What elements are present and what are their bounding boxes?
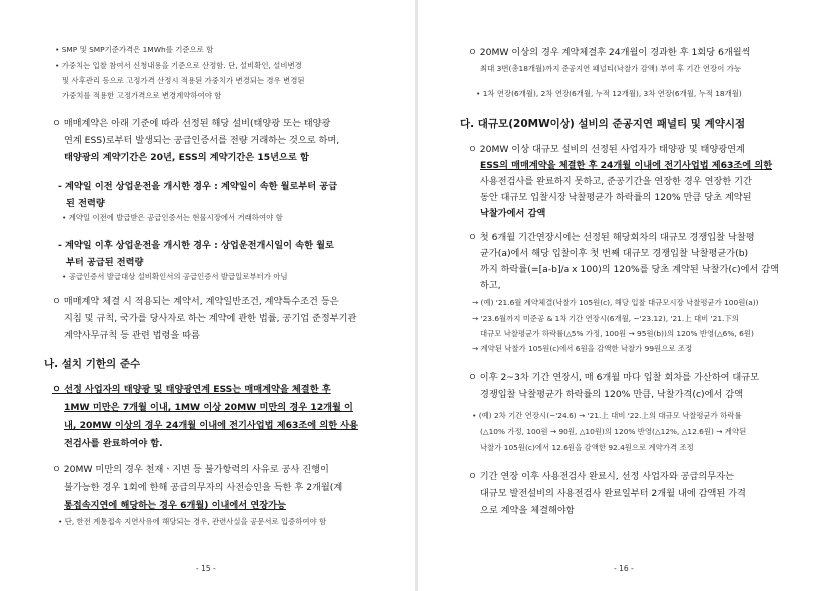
page-number: - 15 - [196, 564, 216, 573]
example-1-line-2: → '23.6월까지 미준공 & 1차 기간 연장시(6개월, ~'23.12), '21.上 대비 '21.下의 [472, 314, 739, 323]
example-1-line-3: 대규모 낙찰평균가 하락률(△5% 가정, 100원 → 95원(b))의 120% 반영(△6%, 6원) [480, 329, 754, 338]
over20mw-line-1: ㅇ 20MW 이상의 경우 계약체결후 24개월이 경과한 후 1회당 6개월씩 [468, 47, 751, 58]
final-para-line-2: 대규모 발전설비의 사용전검사 완료일부터 2개월 내에 감액된 가격 [480, 488, 746, 499]
first-ext-line-4: 하고, [480, 280, 501, 291]
applicable-para-line-3: 계약사무규칙 등 관련 법령을 따름 [64, 330, 200, 341]
first-ext-line-1: ㅇ 첫 6개월 기간연장시에는 선정된 해당회차의 대규모 경쟁입찰 낙찰평 [468, 232, 755, 243]
page-16 [418, 0, 833, 591]
page-15 [0, 0, 415, 591]
deadline-para-line-4: 전검사를 완료하여야 함. [64, 438, 163, 449]
final-para-line-1: ㅇ 기간 연장 이후 사용전검사 완료시, 선정 사업자와 공급의무자는 [468, 471, 734, 482]
before-contract-note: • 계약일 이전에 발급받은 공급인증서는 현물시장에서 거래하여야 함 [62, 213, 283, 222]
over20mw-line-2: 최대 3번(총18개월)까지 준공지연 패널티(낙찰가 감액) 부여 후 기간 연장이 가능 [480, 64, 741, 73]
extension-steps-note: • 1차 연장(6개월), 2차 연장(6개월, 누적 12개월), 3차 연장(6개월, 누적 18개월) [476, 89, 742, 98]
first-ext-line-3: 까지 하락률(=[a-b]/a x 100)의 120%를 당초 계약된 낙찰가(c)에서 감액 [480, 264, 779, 275]
deadline-para-line-3: 내, 20MW 이상의 경우 24개월 이내에 전기사업법 제63조에 의한 사용 [64, 420, 359, 431]
contract-para-line-2: 연계 ESS)로부터 발생되는 공급인증서를 전량 거래하는 것으로 하며, [64, 135, 340, 146]
after-contract-note: • 공급인증서 발급대상 설비확인서의 공급인증서 발급일로부터가 아님 [62, 272, 288, 281]
extension-para-line-1: ㅇ 20MW 미만의 경우 천재ㆍ지변 등 불가항력의 사유로 공사 진행이 [52, 464, 329, 475]
before-contract-line-1: - 계약일 이전 상업운전을 개시한 경우 : 계약일이 속한 월로부터 공급 [58, 181, 338, 192]
deadline-para-line-2: 1MW 미만은 7개월 이내, 1MW 이상 20MW 미만의 경우 12개월 이 [64, 402, 353, 413]
penalty-para-line-4: 동안 대규모 입찰시장 낙찰평균가 하락률의 120% 만큼 당초 계약된 [480, 192, 752, 203]
deadline-para-line-1: ㅇ 선정 사업자의 태양광 및 태양광연계 ESS는 매매계약을 체결한 후 [52, 384, 331, 395]
bullet-weight-line-2: 및 사후관리 등으로 고정가격 산정시 적용된 가중치가 변경되는 경우 변경된 [62, 76, 305, 85]
example-1-line-4: → 계약된 낙찰가 105원(c)에서 6원을 감액한 낙찰가 99원으로 조정 [472, 344, 693, 353]
section-heading-na: 나. 설치 기한의 준수 [44, 358, 141, 370]
section-heading-da: 다. 대규모(20MW이상) 설비의 준공지연 패널티 및 계약시점 [460, 118, 746, 130]
example-2-line-1: • (예) 2차 기간 연장시(~'24.6) → '21.上 대비 '22.上의 대규모 낙찰평균가 하락률 [472, 411, 742, 420]
contract-period-line: 태양광의 계약기간은 20년, ESS의 계약기간은 15년으로 함 [64, 152, 309, 163]
page-number: - 16 - [614, 564, 634, 573]
applicable-para-line-2: 지침 및 규칙, 국가를 당사자로 하는 계약에 관한 법률, 공기업 준정부기관 [64, 313, 357, 324]
before-contract-line-2: 된 전력량 [66, 198, 105, 209]
first-ext-line-2: 균가(a)에서 해당 입찰이후 첫 번째 대규모 경쟁입찰 낙찰평균가(b) [480, 248, 749, 259]
after-contract-line-2: 부터 공급된 전력량 [66, 257, 144, 268]
example-2-line-3: 낙찰가 105원(c)에서 12.6원을 감액한 92.4원으로 계약가격 조정 [480, 443, 694, 452]
bullet-weight-line-3: 가중치를 적용한 고정가격으로 변경계약하여야 함 [62, 91, 222, 100]
extension-para-line-2: 불가능한 경우 1회에 한해 공급의무자의 사전승인을 득한 후 2개월(계 [64, 482, 343, 493]
applicable-para-line-1: ㅇ 매매계약 체결 시 적용되는 계약서, 계약일반조건, 계약특수조건 등은 [52, 296, 339, 307]
penalty-para-line-5: 낙찰가에서 감액 [480, 208, 546, 219]
later-ext-line-1: ㅇ 이후 2~3차 기간 연장시, 매 6개월 마다 입찰 회차를 가산하여 대규모 [468, 372, 760, 383]
later-ext-line-2: 경쟁입찰 낙찰평균가 하락률의 120% 만큼, 낙찰가격(c)에서 감액 [480, 389, 744, 400]
bullet-weight-line-1: • 가중치는 입찰 참여서 신청내용을 기준으로 산정함. 단, 설비확인, 설비변경 [55, 61, 302, 70]
contract-para-line-1: ㅇ 매매계약은 아래 기준에 따라 선정된 해당 설비(태양광 또는 태양광 [52, 118, 331, 129]
example-1-line-1: → (예) '21.6월 계약체결(낙찰가 105원(c), 해당 입찰 대규모시장 낙찰평균가 100원(a)) [472, 298, 759, 307]
bullet-smp-basis: • SMP 및 SMP기준가격은 1MWh를 기준으로 함 [55, 45, 214, 54]
penalty-para-line-3: 사용전검사를 완료하지 못하고, 준공기간을 연장한 경우 연장한 기간 [480, 176, 752, 187]
extension-para-line-3: 통접속지연에 해당하는 경우 6개월) 이내에서 연장가능 [64, 500, 286, 511]
final-para-line-3: 으로 계약을 체결해야함 [480, 505, 575, 516]
penalty-para-line-2: ESS의 매매계약을 체결한 후 24개월 이내에 전기사업법 제63조에 의한 [480, 160, 773, 171]
example-2-line-2: (△10% 가정, 100원 → 90원, △10원)의 120% 반영(△12%, △12.6원) → 계약된 [480, 427, 747, 436]
extension-note: • 단, 한전 계통접속 지연사유에 해당되는 경우, 관련사실을 공문서로 입증하여야 함 [58, 517, 327, 526]
after-contract-line-1: - 계약일 이후 상업운전을 개시한 경우 : 상업운전개시일이 속한 월로 [58, 240, 334, 251]
penalty-para-line-1: ㅇ 20MW 이상 대규모 설비의 선정된 사업자가 태양광 및 태양광연계 [468, 144, 745, 155]
